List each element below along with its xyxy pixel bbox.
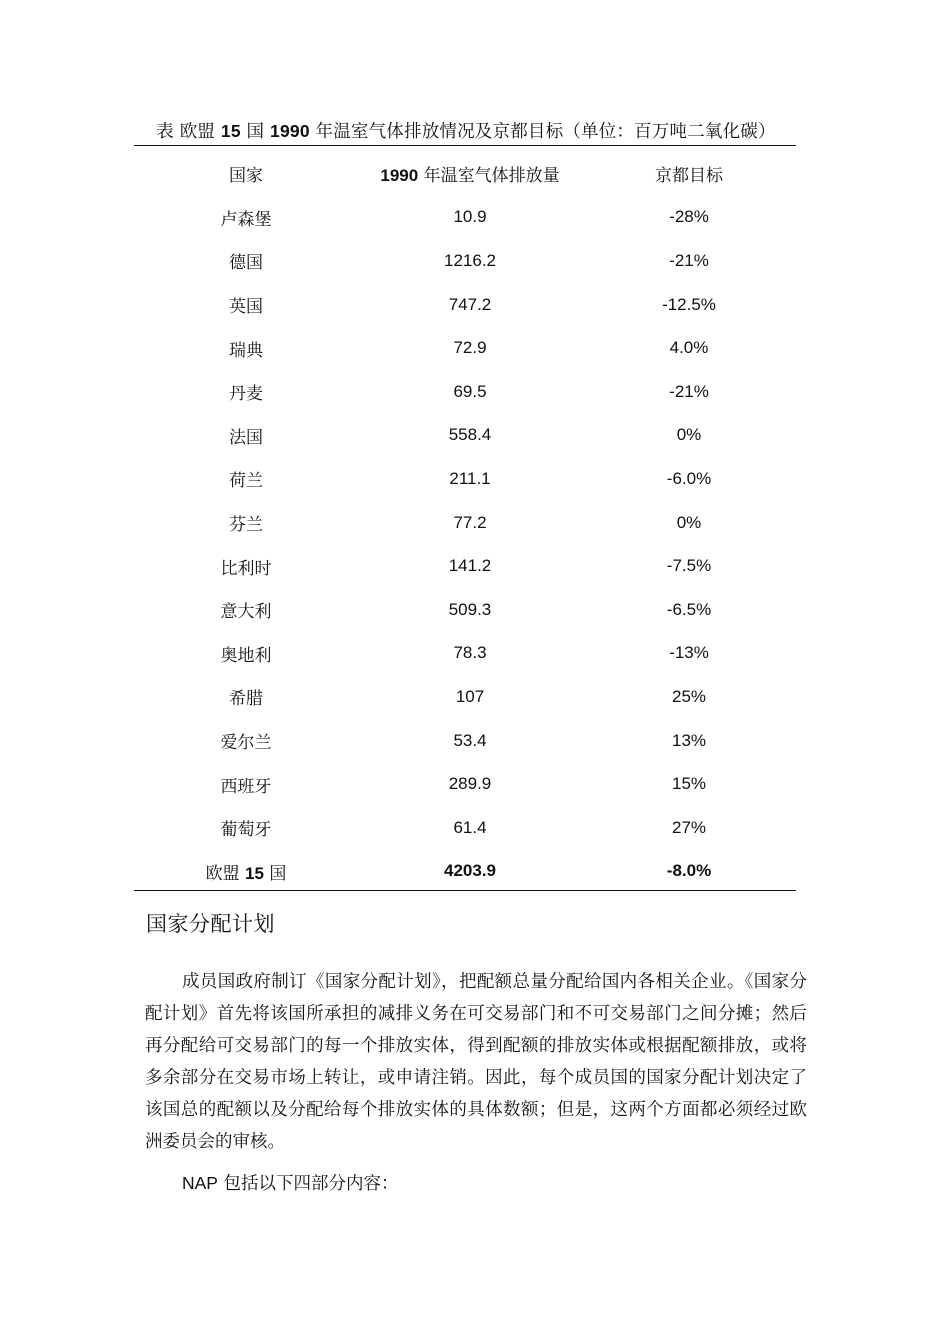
country-cell: 荷兰 (229, 471, 263, 492)
country-cell: 瑞典 (229, 340, 263, 361)
country-cell: 奥地利 (220, 645, 272, 666)
table-row (134, 762, 796, 806)
target-cell: 0% (676, 512, 702, 532)
emission-cell: 69.5 (453, 381, 487, 401)
target-cell: 4.0% (669, 338, 709, 358)
paragraph-nap-contents: NAP 包括以下四部分内容： (182, 1173, 399, 1194)
country-cell: 卢森堡 (220, 209, 272, 230)
target-cell: -21% (669, 381, 709, 401)
emission-cell: 72.9 (453, 338, 487, 358)
target-cell: 15% (671, 774, 707, 794)
emissions-table (134, 152, 796, 893)
emission-cell: 747.2 (448, 294, 492, 314)
emission-cell: 1216.2 (444, 250, 496, 270)
country-cell: 意大利 (220, 602, 272, 623)
emission-cell: 107 (455, 686, 485, 706)
emission-cell: 61.4 (453, 817, 487, 837)
total-country-cell: 欧盟 15 国 (205, 863, 287, 884)
emission-cell: 509.3 (448, 599, 492, 619)
target-cell: -6.0% (666, 468, 712, 488)
emission-cell: 289.9 (448, 774, 492, 794)
country-cell: 英国 (229, 297, 263, 318)
table-row (134, 501, 796, 545)
emission-cell: 53.4 (453, 730, 487, 750)
table-bottom-rule (134, 890, 796, 891)
table-row (134, 283, 796, 327)
country-cell: 爱尔兰 (220, 733, 272, 754)
country-cell: 比利时 (220, 558, 272, 579)
table-header-row (134, 152, 796, 196)
emission-cell: 10.9 (453, 207, 487, 227)
table-body (134, 196, 796, 850)
table-row (134, 675, 796, 719)
table-row (134, 370, 796, 414)
country-cell: 西班牙 (220, 776, 272, 797)
country-cell: 芬兰 (229, 515, 263, 536)
emission-cell: 558.4 (448, 425, 492, 445)
target-cell: -28% (669, 207, 709, 227)
country-cell: 法国 (229, 427, 263, 448)
total-target-cell: -8.0% (666, 861, 712, 881)
header-country: 国家 (229, 166, 263, 187)
target-cell: 0% (676, 425, 702, 445)
emission-cell: 141.2 (448, 556, 492, 576)
table-row (134, 457, 796, 501)
table-total-row (134, 850, 796, 894)
section-title: 国家分配计划 (146, 912, 275, 936)
country-cell: 丹麦 (229, 384, 263, 405)
target-cell: 13% (671, 730, 707, 750)
target-cell: 25% (671, 686, 707, 706)
table-caption: 表 欧盟 15 国 1990 年温室气体排放情况及京都目标（单位：百万吨二氧化碳） (156, 121, 776, 142)
table-row (134, 326, 796, 370)
table-row (134, 588, 796, 632)
table-row (134, 239, 796, 283)
target-cell: -6.5% (666, 599, 712, 619)
target-cell: 27% (671, 817, 707, 837)
country-cell: 葡萄牙 (220, 820, 272, 841)
table-row (134, 544, 796, 588)
total-emission-cell: 4203.9 (444, 861, 496, 881)
header-emission: 1990 年温室气体排放量 (380, 166, 560, 187)
emission-cell: 77.2 (453, 512, 487, 532)
target-cell: -13% (669, 643, 709, 663)
table-row (134, 719, 796, 763)
target-cell: -7.5% (666, 556, 712, 576)
table-top-rule (134, 145, 796, 146)
target-cell: -12.5% (662, 294, 716, 314)
paragraph-nap-description: 成员国政府制订《国家分配计划》，把配额总量分配给国内各相关企业。《国家分配计划》首先将该国所承担的减排义务在可交易部门和不可交易部门之间分摊；然后再分配给可交易部门的每一个排放实体，得到配额的排放实体或根据配额排放，或将多余部分在交易市场上转让，或申请注销。因此，每个成员国的国家分配计划决定了该国总的配额以及分配给每个排放实体的具体数额；但是，这两个方面都必须经过欧洲委员会的审核。 (145, 972, 807, 1152)
country-cell: 德国 (229, 253, 263, 274)
emission-cell: 78.3 (453, 643, 487, 663)
target-cell: -21% (669, 250, 709, 270)
country-cell: 希腊 (229, 689, 263, 710)
table-row (134, 196, 796, 240)
table-row (134, 806, 796, 850)
table-row (134, 632, 796, 676)
emission-cell: 211.1 (449, 468, 491, 488)
table-row (134, 414, 796, 458)
header-target: 京都目标 (655, 166, 723, 187)
